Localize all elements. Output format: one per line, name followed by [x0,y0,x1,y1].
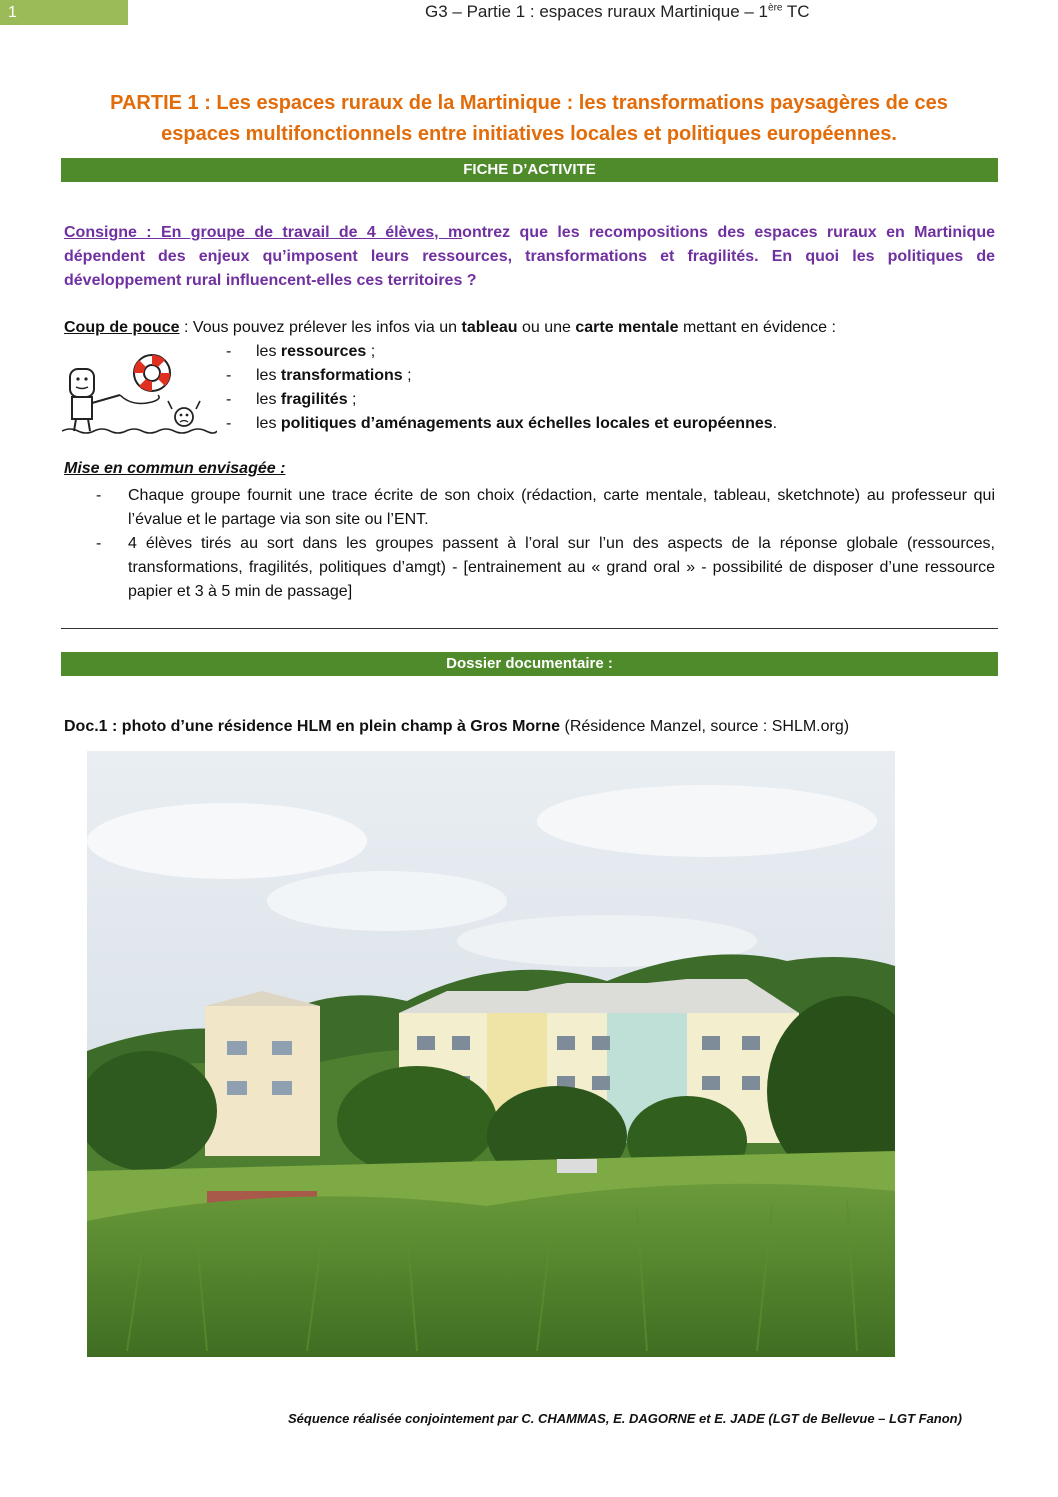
hint-prefix: les [256,343,281,360]
mise-en-commun-item: - Chaque groupe fournit une trace écrite de son choix (rédaction, carte mentale, tableau, sketchnote) au professeur qui l’évalue et le partage via son site ou l’ENT. [64,484,995,532]
title-line-1: PARTIE 1 : Les espaces ruraux de la Martinique : les transformations paysagères de ces [110,92,948,114]
title-line-2: espaces multifonctionnels entre initiatives locales et politiques européennes. [161,123,897,145]
section-band-dossier: Dossier documentaire : [61,652,998,676]
doc1-title: Doc.1 : photo d’une résidence HLM en plein champ à Gros Morne [64,718,561,735]
doc1-caption [64,715,849,739]
consigne-label: Consigne : [64,224,152,241]
coup-de-pouce-label: Coup de pouce [64,319,180,336]
page-number: 1 [0,0,128,25]
footer-credits: Séquence réalisée conjointement par C. CHAMMAS, E. DAGORNE et E. JADE (LGT de Bellevue – LGT Fanon) [288,1411,962,1426]
hint-item-politiques [222,412,777,436]
coup-bold-carte: carte mentale [575,319,679,336]
consigne-group: En groupe de travail de 4 élèves, m [151,224,463,241]
hint-suffix: ; [402,367,412,384]
hint-bold: transformations [280,367,403,384]
running-head-tail: TC [782,2,810,21]
coup-text-a: : Vous pouvez prélever les infos via un [179,319,462,336]
page-title [62,88,996,150]
coup-text-c: mettant en évidence : [678,319,836,336]
running-head-sup: ère [768,2,783,14]
hint-suffix: ; [347,391,357,408]
section-band-activity: FICHE D’ACTIVITE [61,158,998,182]
consigne-paragraph [64,221,995,293]
hint-item-transformations [222,364,777,388]
mise-en-commun-title: Mise en commun envisagée : [64,460,286,477]
hint-item-fragilites [222,388,777,412]
hint-bold: ressources [280,343,367,360]
hint-prefix: les [256,367,281,384]
horizontal-rule [61,628,998,629]
hint-bold: fragilités [280,391,348,408]
hint-bold: politiques d’aménagements aux échelles locales et européennes [280,415,773,432]
hint-suffix: . [772,415,778,432]
coup-text-b: ou une [517,319,576,336]
hint-prefix: les [256,391,281,408]
hint-prefix: les [256,415,281,432]
mise-en-commun-item: - 4 élèves tirés au sort dans les groupes passent à l’oral sur l’un des aspects de la réponse globale (ressources, transformations, fragilités, politiques d’amgt) - [entrainement au « grand oral » - possibilité de disposer d’une ressource papier et 3 à 5 min de passage] [64,532,995,604]
consigne-text: ontrez que les recompositions des espaces ruraux en Martinique dépendent des enjeux qu’imposent leurs ressources, transformations et fragilités. En quoi les politiques de développement rural influencent-elles ces territoires ? [64,224,996,289]
hint-item-ressources [222,340,777,364]
running-head [425,2,810,22]
coup-bold-tableau: tableau [461,319,518,336]
hint-suffix: ; [366,343,376,360]
hint-list [222,340,777,436]
lifebuoy-rescue-illustration [62,347,217,437]
running-head-main: G3 – Partie 1 : espaces ruraux Martinique – 1 [425,2,769,21]
residence-hlm-photo [87,751,895,1357]
mise-en-commun-list [64,484,995,604]
doc1-source: (Résidence Manzel, source : SHLM.org) [560,718,850,735]
coup-de-pouce-paragraph [64,316,995,340]
